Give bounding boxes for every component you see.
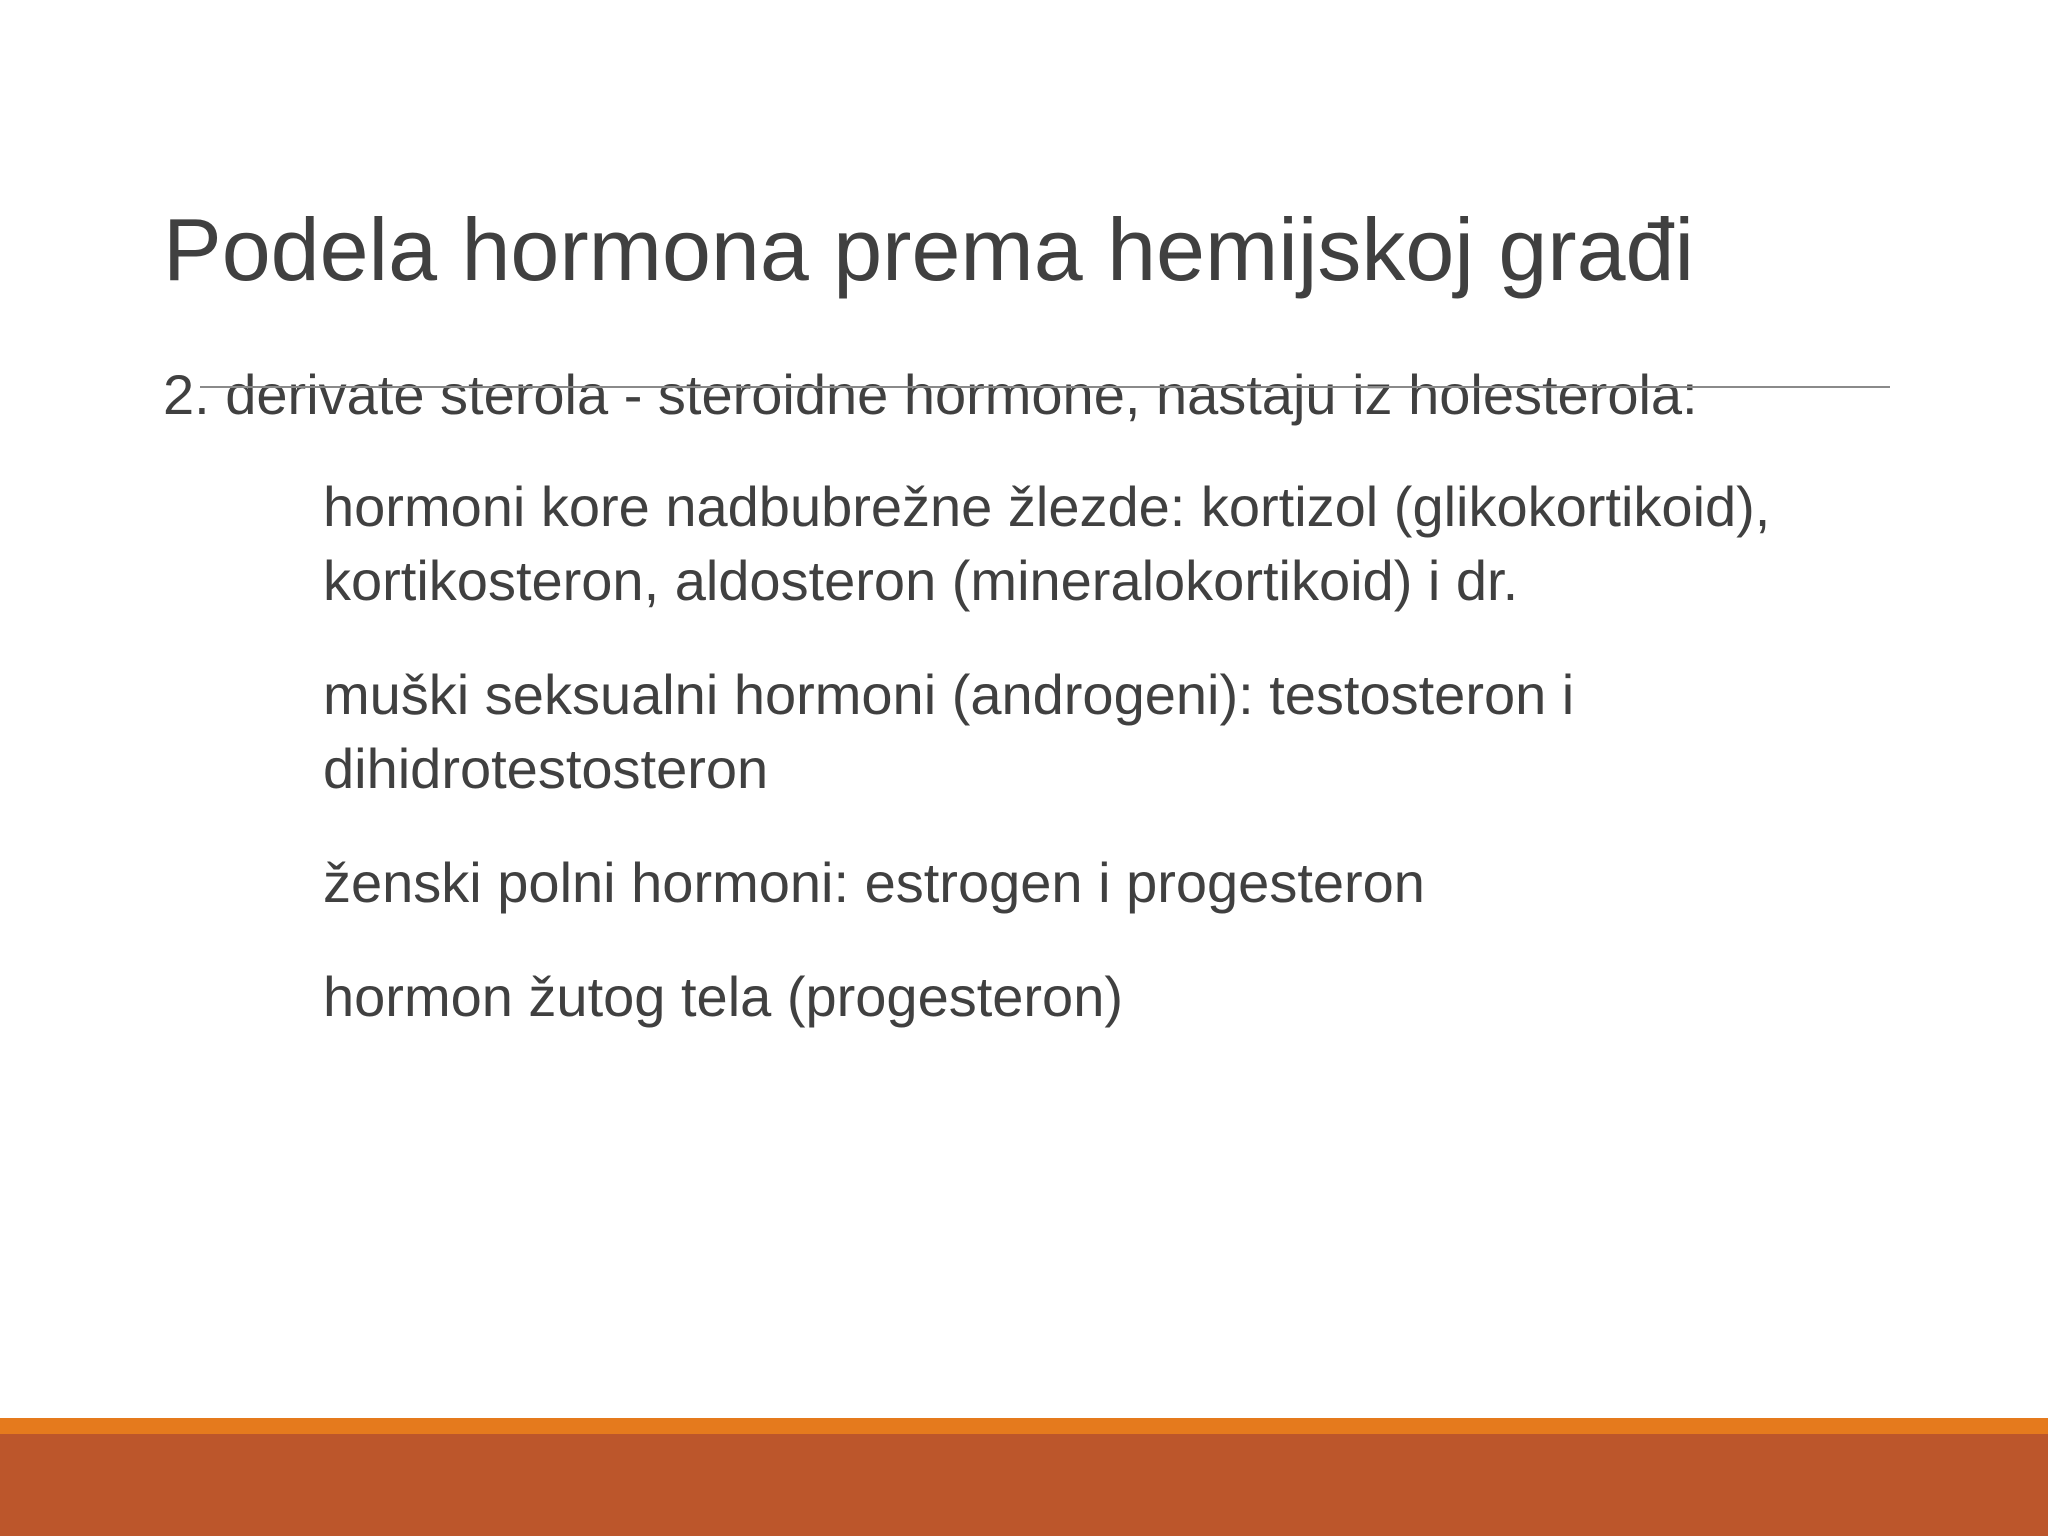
list-item: hormoni kore nadbubrežne žlezde: kortizol (glikokortikoid), kortikosteron, aldosteron (mineralokortikoid) i dr. — [323, 475, 1771, 612]
footer-accent-stripe — [0, 1418, 2048, 1434]
slide-title: Podela hormona prema hemijskoj građi — [163, 200, 1695, 299]
list-item: muški seksualni hormoni (androgeni): testosteron i dihidrotestosteron — [323, 663, 1575, 800]
footer-bar — [0, 1434, 2048, 1536]
strikethrough-line — [200, 386, 1890, 388]
intro-text: 2. derivate sterola - steroidne hormone, nastaju iz holesterola: — [163, 363, 1698, 426]
list-item: hormon žutog tela (progesteron) — [323, 965, 1123, 1028]
bullet-list — [323, 470, 2003, 1074]
list-item: ženski polni hormoni: estrogen i progesteron — [323, 851, 1425, 914]
